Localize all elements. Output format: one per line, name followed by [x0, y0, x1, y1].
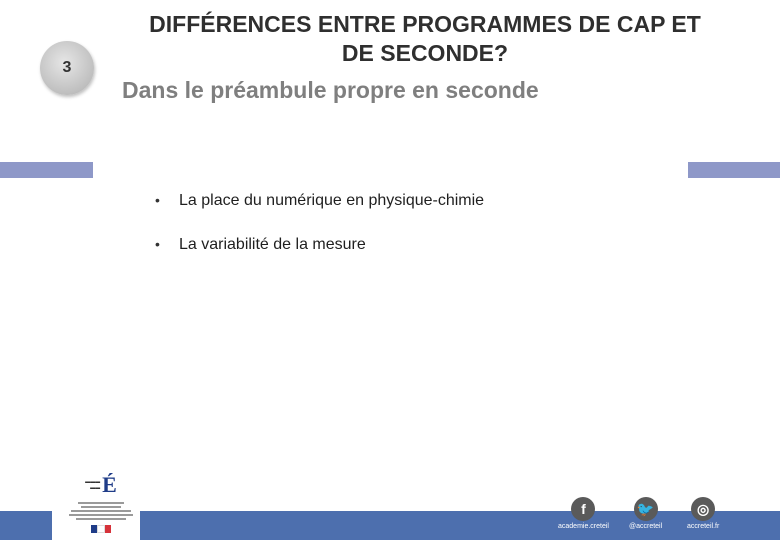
social-caption[interactable]: @accreteil: [629, 523, 663, 530]
slide-number: 3: [62, 59, 72, 76]
social-website[interactable]: [687, 497, 719, 530]
accent-bar-left: [0, 162, 93, 178]
accent-bar-right: [688, 162, 780, 178]
ministry-logo: [62, 470, 140, 540]
logo-caption-lines: [69, 500, 133, 522]
logo-text-lines: ▬▬▬ ▬▬: [85, 479, 101, 491]
slide-subtitle: Dans le préambule propre en seconde: [122, 77, 539, 103]
social-caption[interactable]: accreteil.fr: [687, 523, 720, 530]
bullet-text: La variabilité de la mesure: [179, 236, 366, 253]
footer-bar-left: [0, 511, 52, 540]
twitter-icon[interactable]: 🐦: [634, 497, 658, 521]
social-twitter[interactable]: [629, 497, 662, 530]
web-icon[interactable]: ◎: [691, 497, 715, 521]
bullet-list: [155, 192, 484, 280]
list-item: [155, 192, 484, 210]
bullet-icon: •: [155, 192, 160, 208]
logo-e-icon: É: [102, 472, 117, 497]
list-item: [155, 236, 484, 254]
slide-title: DIFFÉRENCES ENTRE PROGRAMMES DE CAP ET DE SECONDE?: [149, 11, 701, 66]
social-facebook[interactable]: [558, 497, 609, 530]
bullet-icon: •: [155, 236, 160, 252]
title-block: [110, 10, 710, 103]
french-flag-icon: [91, 525, 111, 533]
social-caption[interactable]: academie.creteil: [558, 523, 609, 530]
bullet-text: La place du numérique en physique-chimie: [179, 192, 485, 209]
facebook-icon[interactable]: f: [571, 497, 595, 521]
slide-number-badge: [40, 41, 94, 95]
footer-bar: [140, 511, 780, 540]
